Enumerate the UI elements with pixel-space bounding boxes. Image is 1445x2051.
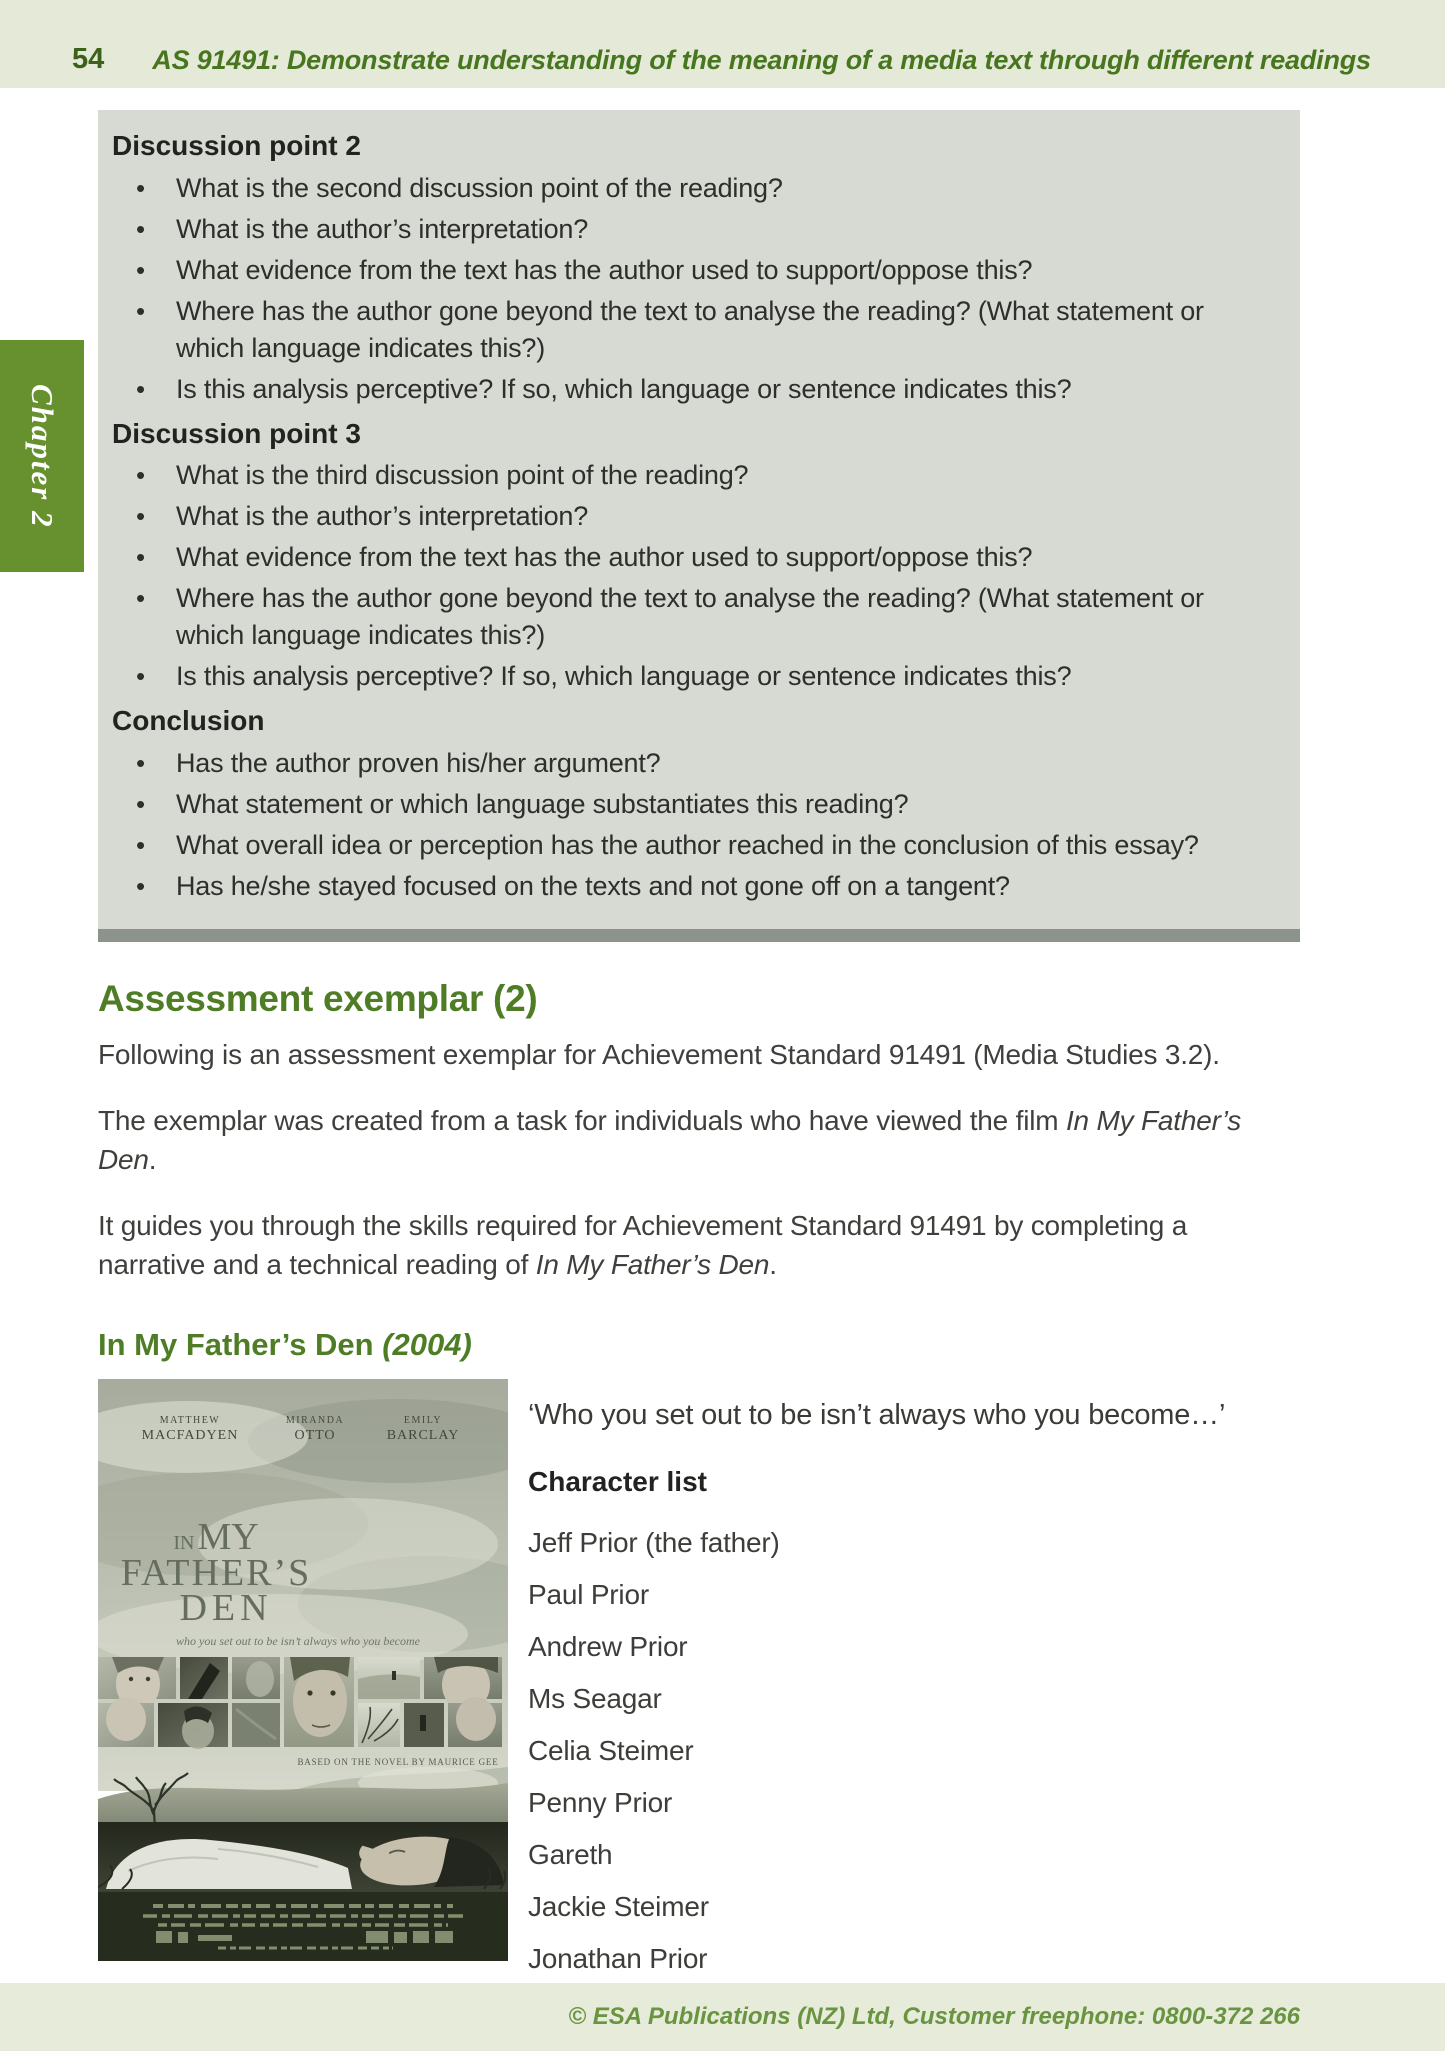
poster-title-line2: FATHER’S xyxy=(120,1551,312,1594)
character-list-item: Jonathan Prior xyxy=(528,1942,708,1974)
poster-lying-figure xyxy=(98,1822,508,1892)
chapter-tab-label: Chapter 2 xyxy=(25,383,60,529)
assessment-paragraph-1: Following is an assessment exemplar for Achievement Standard 91491 (Media Studies 3.2). xyxy=(98,1039,1220,1071)
assessment-paragraph-3 xyxy=(98,1206,1300,1284)
character-list-item: Andrew Prior xyxy=(528,1630,688,1662)
bullet-item: • What statement or which language substantiates this reading? xyxy=(112,786,1245,823)
discussion-point-3-heading: Discussion point 3 xyxy=(112,417,361,449)
bullet-item: • What overall idea or perception has the author reached in the conclusion of this essay? xyxy=(112,827,1245,864)
character-list-item: Jackie Steimer xyxy=(528,1890,709,1922)
assessment-paragraph-2 xyxy=(98,1101,1300,1179)
film-row xyxy=(98,1379,1300,1996)
poster-photo-collage xyxy=(98,1657,502,1749)
bullet-item: • Where has the author gone beyond the text to analyse the reading? (What statement or which language indicates this?) xyxy=(112,580,1245,654)
poster-credits-block xyxy=(98,1892,508,1961)
film-section-heading xyxy=(98,1328,1300,1362)
film-heading-title: In My Father’s Den xyxy=(98,1327,383,1363)
film-title-italic: In My Father’s Den xyxy=(98,1105,1242,1176)
poster-actor2-first: MIRANDA xyxy=(285,1414,345,1426)
bullet-item: • Is this analysis perceptive? If so, which language or sentence indicates this? xyxy=(112,371,1245,408)
poster-tagline: who you set out to be isn’t always who you become xyxy=(176,1633,420,1648)
character-list-item: Paul Prior xyxy=(528,1578,649,1610)
bullet-item: • What evidence from the text has the author used to support/oppose this? xyxy=(112,539,1245,576)
poster-actor1-last: MACFADYEN xyxy=(141,1427,239,1443)
character-column xyxy=(528,1379,1225,1996)
bullet-item: • Where has the author gone beyond the text to analyse the reading? (What statement or which language indicates this?) xyxy=(112,293,1245,367)
page-footer xyxy=(0,1983,1445,2051)
poster-title-line3: DEN xyxy=(179,1586,273,1629)
poster-actor2-last: OTTO xyxy=(294,1427,336,1443)
poster-title-my: MY xyxy=(197,1515,259,1558)
character-list-item: Ms Seagar xyxy=(528,1682,662,1714)
discussion-point-2-list xyxy=(112,170,1245,408)
bullet-item: • What evidence from the text has the author used to support/oppose this? xyxy=(112,252,1245,289)
character-list-item: Gareth xyxy=(528,1838,613,1870)
paragraph-text: The exemplar was created from a task for individuals who have viewed the film xyxy=(98,1105,1066,1137)
film-poster-image xyxy=(98,1379,508,1961)
discussion-box xyxy=(98,110,1300,942)
bullet-item: • Has the author proven his/her argument? xyxy=(112,745,1245,782)
poster-novel-credit: BASED ON THE NOVEL BY MAURICE GEE xyxy=(297,1756,499,1767)
film-quote: ‘Who you set out to be isn’t always who you become…’ xyxy=(528,1398,1226,1431)
character-list xyxy=(528,1528,1225,1973)
section-heading-assessment-exemplar: Assessment exemplar (2) xyxy=(98,977,538,1019)
page-number: 54 xyxy=(72,43,105,75)
poster-actor1-first: MATTHEW xyxy=(159,1414,221,1426)
bullet-item: • Is this analysis perceptive? If so, which language or sentence indicates this? xyxy=(112,658,1245,695)
character-list-item: Penny Prior xyxy=(528,1786,673,1818)
conclusion-list xyxy=(112,745,1245,905)
paragraph-text: It guides you through the skills required for Achievement Standard 91491 by completing a narrative and a technical reading of xyxy=(98,1210,1188,1281)
page-header xyxy=(0,0,1445,88)
discussion-point-2-heading: Discussion point 2 xyxy=(112,130,361,161)
chapter-tab xyxy=(0,340,84,572)
bullet-item: • What is the author’s interpretation? xyxy=(112,211,1245,248)
poster-title-in: IN xyxy=(173,1531,195,1554)
film-heading-year: (2004) xyxy=(382,1327,472,1363)
paragraph-text: . xyxy=(148,1144,157,1176)
footer-text: © ESA Publications (NZ) Ltd, Customer freephone: 0800-372 266 xyxy=(568,2003,1300,2030)
bullet-item: • What is the second discussion point of the reading? xyxy=(112,170,1245,207)
character-list-item: Celia Steimer xyxy=(528,1734,694,1766)
poster-actor3-first: EMILY xyxy=(403,1414,443,1426)
conclusion-heading: Conclusion xyxy=(112,705,265,737)
bullet-item: • Has he/she stayed focused on the texts and not gone off on a tangent? xyxy=(112,868,1245,905)
character-list-heading: Character list xyxy=(528,1465,707,1497)
main-content xyxy=(98,110,1300,1996)
film-title-italic: In My Father’s Den xyxy=(535,1249,770,1281)
poster-actor3-last: BARCLAY xyxy=(386,1427,460,1443)
bullet-item: • What is the third discussion point of the reading? xyxy=(112,457,1245,494)
bullet-item: • What is the author’s interpretation? xyxy=(112,498,1245,535)
page-title: AS 91491: Demonstrate understanding of the meaning of a media text through different readings xyxy=(152,45,1371,75)
paragraph-text: . xyxy=(769,1249,777,1281)
discussion-point-3-list xyxy=(112,457,1245,695)
character-list-item: Jeff Prior (the father) xyxy=(528,1526,780,1558)
